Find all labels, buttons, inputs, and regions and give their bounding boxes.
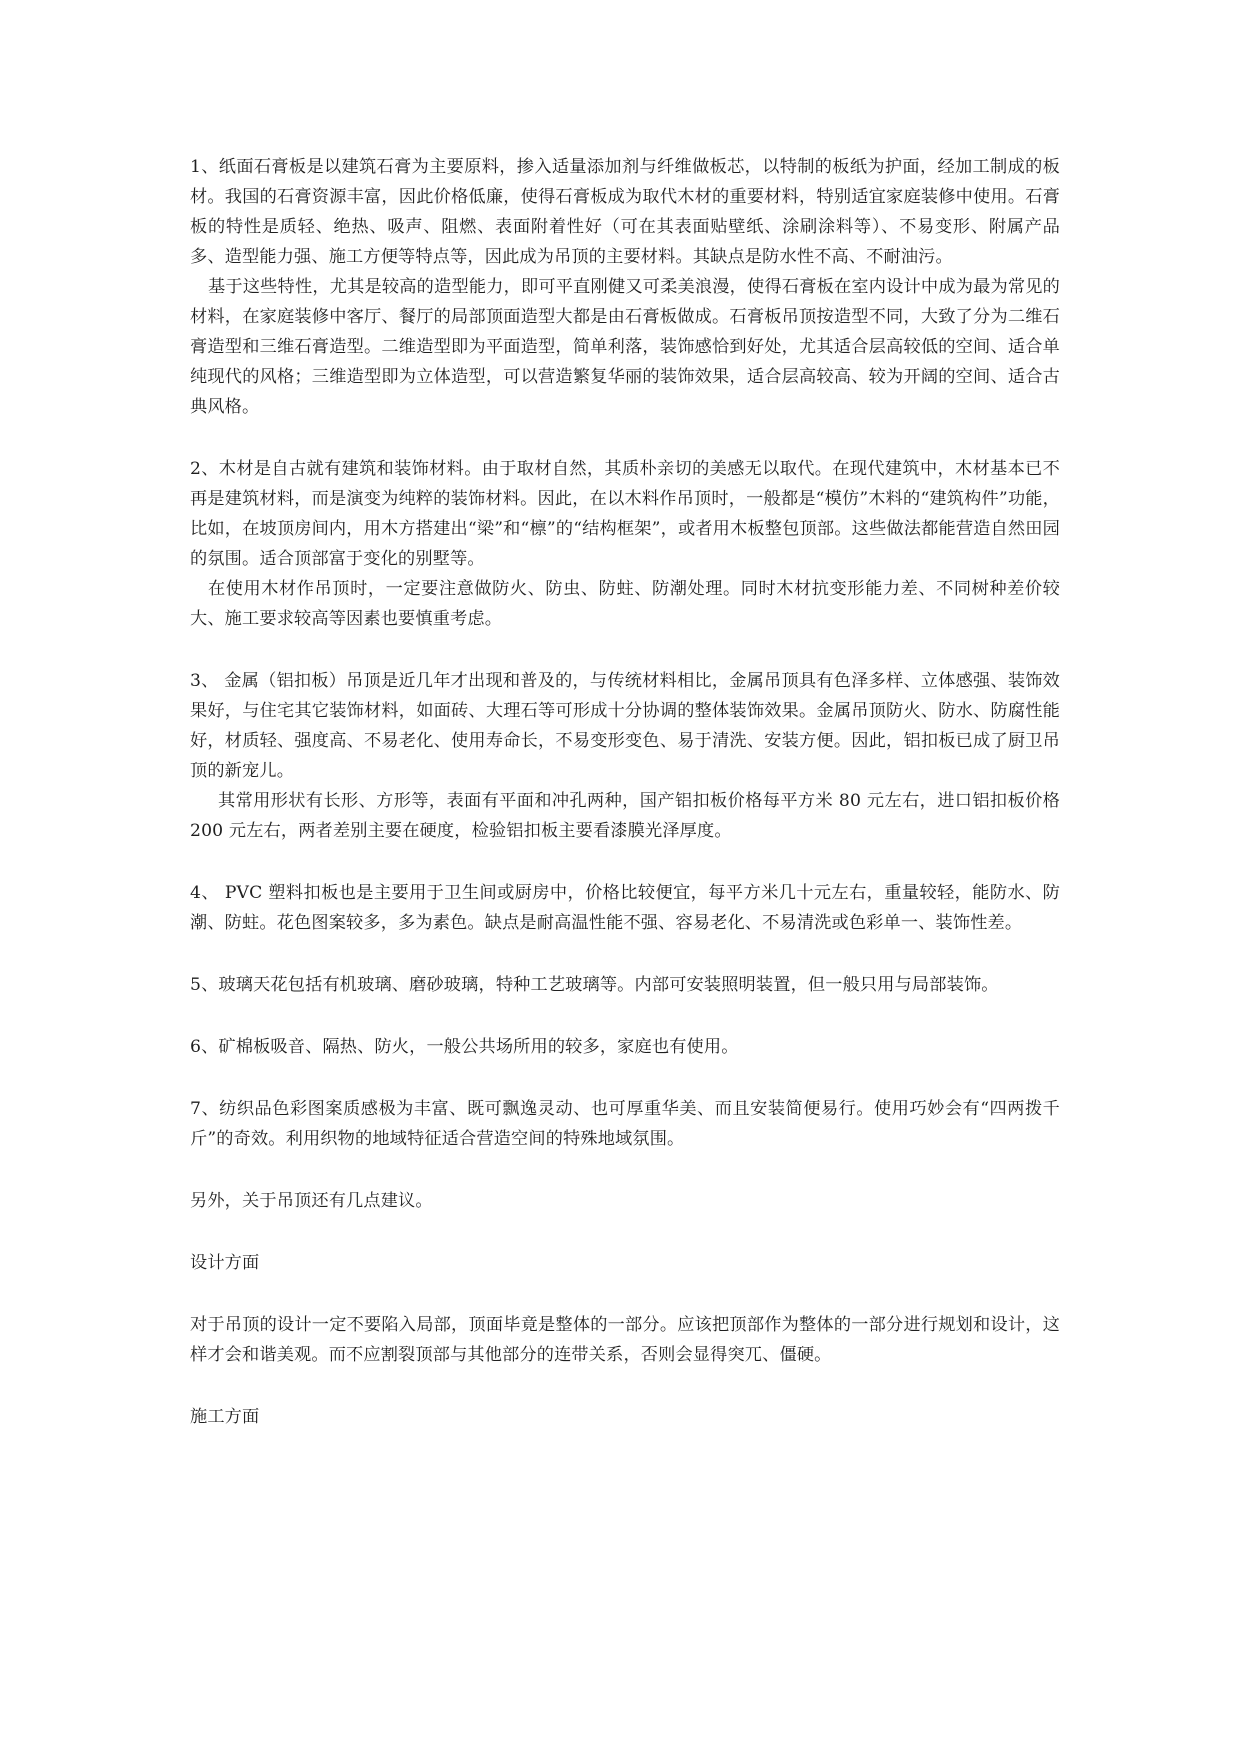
spacer: [190, 938, 1060, 970]
paragraph-mineral-wool: 6、矿棉板吸音、隔热、防火，一般公共场所用的较多，家庭也有使用。: [190, 1037, 739, 1057]
paragraph-glass: 5、玻璃天花包括有机玻璃、磨砂玻璃，特种工艺玻璃等。内部可安装照明装置，但一般只用与局部装饰。: [190, 975, 999, 995]
paragraph-design: 对于吊顶的设计一定不要陷入局部，顶面毕竟是整体的一部分。应该把顶部作为整体的一部分进行规划和设计，这样才会和谐美观。而不应割裂顶部与其他部分的连带关系，否则会显得突兀、僵硬。: [190, 1315, 1060, 1365]
paragraph-wood: 2、木材是自古就有建筑和装饰材料。由于取材自然，其质朴亲切的美感无以取代。在现代建筑中，木材基本已不再是建筑材料，而是演变为纯粹的装饰材料。因此，在以木料作吊顶时，一般都是“模仿”木料的“建筑构件”功能，比如，在坡顶房间内，用木方搭建出“梁”和“檩”的“结构框架”，或者用木板整包顶部。这些做法都能营造自然田园的氛围。适合顶部富于变化的别墅等。: [190, 459, 1060, 569]
section-heading-construction: 施工方面: [190, 1407, 260, 1427]
section-heading-design: 设计方面: [190, 1253, 260, 1273]
paragraph-wood-detail: 在使用木材作吊顶时，一定要注意做防火、防虫、防蛀、防潮处理。同时木材抗变形能力差、不同树种差价较大、施工要求较高等因素也要慎重考虑。: [190, 579, 1060, 629]
spacer: [190, 1062, 1060, 1094]
paragraph-metal-detail: 其常用形状有长形、方形等，表面有平面和冲孔两种，国产铝扣板价格每平方米 80 元左右，进口铝扣板价格 200 元左右，两者差别主要在硬度，检验铝扣板主要看漆膜光泽厚度。: [190, 791, 1060, 841]
spacer: [190, 1216, 1060, 1248]
spacer: [190, 422, 1060, 454]
paragraph-pvc: 4、 PVC 塑料扣板也是主要用于卫生间或厨房中，价格比较便宜，每平方米几十元左右，重量较轻，能防水、防潮、防蛀。花色图案较多，多为素色。缺点是耐高温性能不强、容易老化、不易清洗或色彩单一、装饰性差。: [190, 883, 1060, 933]
spacer: [190, 1000, 1060, 1032]
spacer: [190, 1370, 1060, 1402]
paragraph-gypsum-board: 1、纸面石膏板是以建筑石膏为主要原料，掺入适量添加剂与纤维做板芯，以特制的板纸为护面，经加工制成的板材。我国的石膏资源丰富，因此价格低廉，使得石膏板成为取代木材的重要材料，特别适宜家庭装修中使用。石膏板的特性是质轻、绝热、吸声、阻燃、表面附着性好（可在其表面贴壁纸、涂刷涂料等）、不易变形、附属产品多、造型能力强、施工方便等特点等，因此成为吊顶的主要材料。其缺点是防水性不高、不耐油污。: [190, 157, 1060, 267]
paragraph-textile: 7、纺织品色彩图案质感极为丰富、既可飘逸灵动、也可厚重华美、而且安装简便易行。使用巧妙会有“四两拨千斤”的奇效。利用织物的地域特征适合营造空间的特殊地域氛围。: [190, 1099, 1060, 1149]
document-body: [190, 152, 1060, 1432]
paragraph-suggestions-intro: 另外，关于吊顶还有几点建议。: [190, 1191, 433, 1211]
paragraph-gypsum-board-detail: 基于这些特性，尤其是较高的造型能力，即可平直刚健又可柔美浪漫，使得石膏板在室内设计中成为最为常见的材料，在家庭装修中客厅、餐厅的局部顶面造型大都是由石膏板做成。石膏板吊顶按造型不同，大致了分为二维石膏造型和三维石膏造型。二维造型即为平面造型，简单利落，装饰感恰到好处，尤其适合层高较低的空间、适合单纯现代的风格；三维造型即为立体造型，可以营造繁复华丽的装饰效果，适合层高较高、较为开阔的空间、适合古典风格。: [190, 277, 1060, 417]
spacer: [190, 1154, 1060, 1186]
spacer: [190, 1278, 1060, 1310]
spacer: [190, 846, 1060, 878]
paragraph-metal: 3、 金属（铝扣板）吊顶是近几年才出现和普及的，与传统材料相比，金属吊顶具有色泽多样、立体感强、装饰效果好，与住宅其它装饰材料，如面砖、大理石等可形成十分协调的整体装饰效果。金属吊顶防火、防水、防腐性能好，材质轻、强度高、不易老化、使用寿命长，不易变形变色、易于清洗、安装方便。因此，铝扣板已成了厨卫吊顶的新宠儿。: [190, 671, 1060, 781]
spacer: [190, 634, 1060, 666]
